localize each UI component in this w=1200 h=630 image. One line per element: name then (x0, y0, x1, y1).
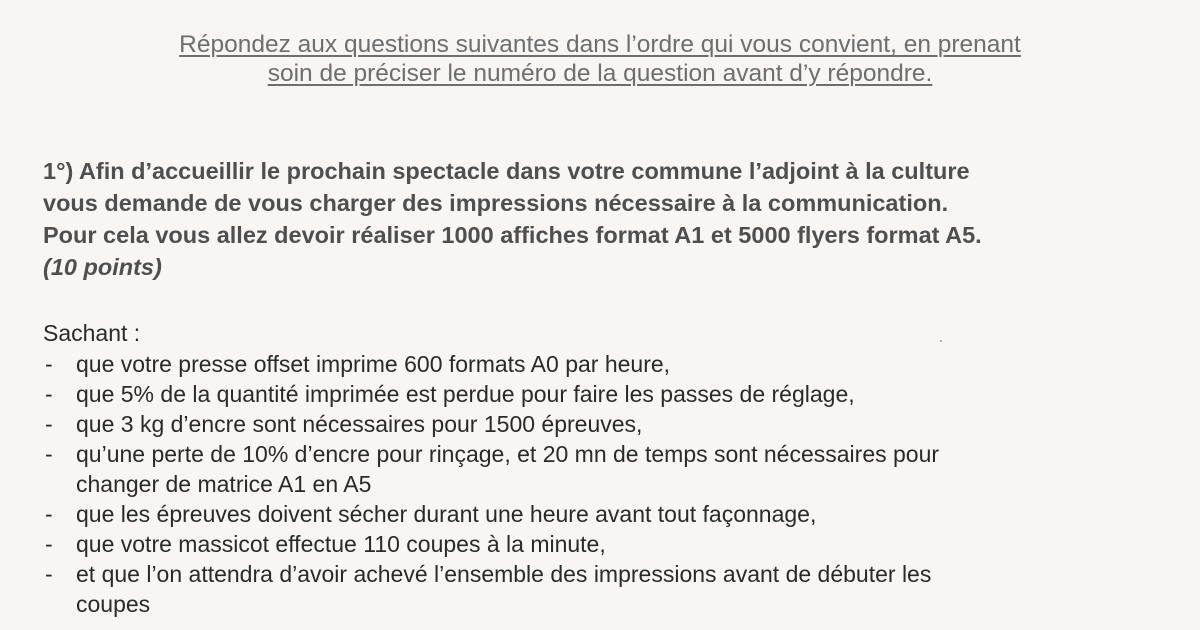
question-1-points: (10 points) (43, 254, 162, 280)
instructions-line-2: soin de préciser le numéro de la question avant d’y répondre. (267, 60, 933, 87)
question-1-line-1: 1°) Afin d’accueillir le prochain spectacle dans votre commune l’adjoint à la culture (43, 158, 970, 184)
condition-text-continued: changer de matrice A1 en A5 (76, 471, 372, 497)
bullet-dash: - (45, 351, 53, 377)
bullet-dash: - (45, 561, 53, 587)
condition-text: que les épreuves doivent sécher durant une heure avant tout façonnage, (76, 501, 817, 527)
list-item (45, 349, 1175, 379)
condition-text: que votre massicot effectue 110 coupes à la minute, (76, 531, 606, 557)
bullet-dash: - (45, 411, 53, 437)
condition-text: que votre presse offset imprime 600 formats A0 par heure, (76, 351, 671, 377)
bullet-dash: - (45, 501, 53, 527)
condition-text: que 5% de la quantité imprimée est perdue pour faire les passes de réglage, (76, 381, 855, 407)
instructions-header (0, 30, 1200, 88)
list-item (45, 529, 1175, 559)
bullet-dash: - (45, 531, 53, 557)
condition-text-continued: coupes (76, 591, 151, 617)
scan-speck (940, 340, 942, 342)
bullet-dash: - (45, 441, 53, 467)
list-item (45, 409, 1175, 439)
condition-text: et que l’on attendra d’avoir achevé l’ensemble des impressions avant de débuter les (76, 561, 932, 587)
list-item (45, 439, 1175, 499)
condition-text: qu’une perte de 10% d’encre pour rinçage, et 20 mn de temps sont nécessaires pour (76, 441, 940, 467)
conditions-list (45, 349, 1175, 619)
list-item (45, 559, 1175, 619)
list-item (45, 499, 1175, 529)
question-1 (43, 155, 1193, 283)
bullet-dash: - (45, 381, 53, 407)
sachant-label: Sachant : (43, 320, 141, 346)
condition-text: que 3 kg d’encre sont nécessaires pour 1500 épreuves, (76, 411, 643, 437)
question-1-line-3: Pour cela vous allez devoir réaliser 1000 affiches format A1 et 5000 flyers format A5. (43, 222, 982, 248)
list-item (45, 379, 1175, 409)
instructions-line-1: Répondez aux questions suivantes dans l’ordre qui vous convient, en prenant (179, 31, 1021, 58)
question-1-line-2: vous demande de vous charger des impressions nécessaire à la communication. (43, 190, 949, 216)
